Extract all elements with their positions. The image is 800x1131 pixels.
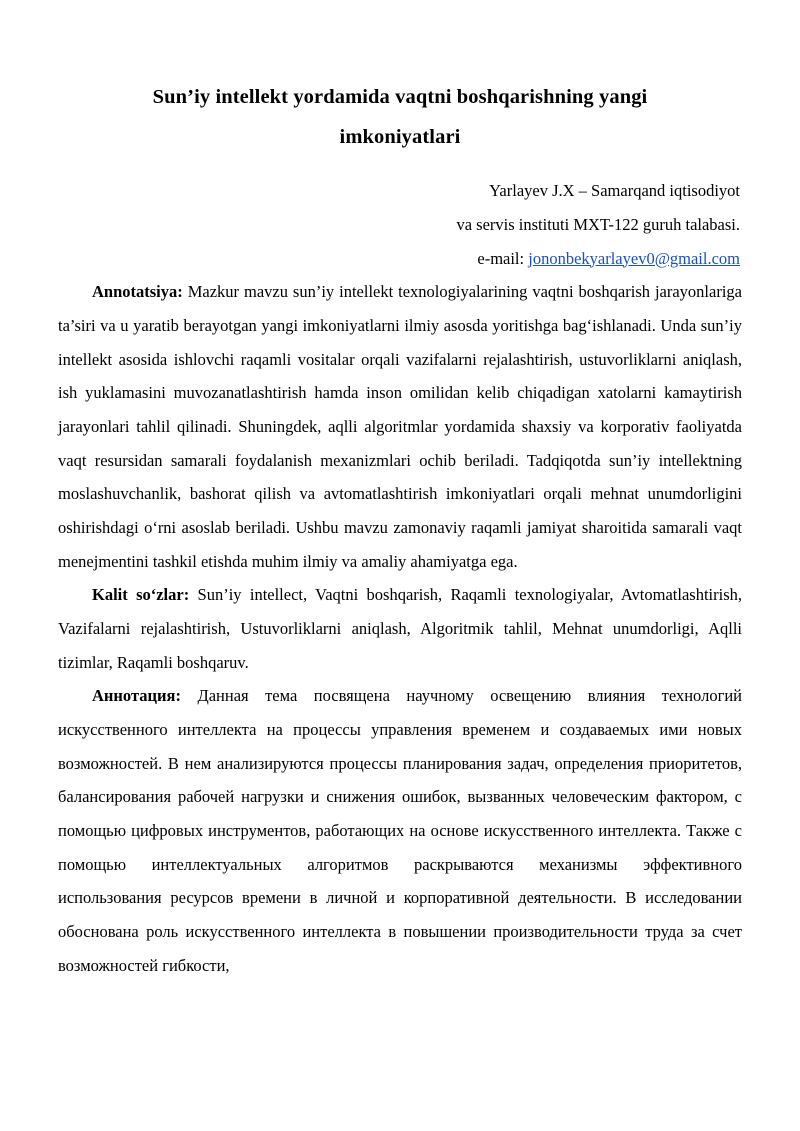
email-block — [58, 242, 740, 276]
keywords-uz-text: Sun’iy intellect, Vaqtni boshqarish, Raqamli texnologiyalar, Avtomatlashtirish, Vazifalarni rejalashtirish, Ustuvorliklarni aniqlash, Algoritmik tahlil, Mehnat unumdorligi, Aqlli tizimlar, Raqamli boshqaruv. — [58, 585, 743, 672]
page-title: Sun’iy intellekt yordamida vaqtni boshqarishning yangi imkoniyatlari — [152, 86, 648, 148]
email-label: e-mail: — [477, 248, 529, 268]
abstract-ru-paragraph — [58, 679, 742, 982]
abstract-uz-lead: Annotatsiya: — [92, 282, 183, 302]
email-link[interactable]: jononbekyarlayev0@gmail.com — [528, 248, 740, 268]
author-line-1: Yarlayev J.X – Samarqand iqtisodiyot — [489, 180, 740, 200]
abstract-ru-text: Данная тема посвящена научному освещению влияния технологий искусственного интеллекта на процессы управления временем и создаваемых ими новых возможностей. В нем анализируются процессы планирования задач, определения приоритетов, балансирования рабочей нагрузки и снижения ошибок, вызванных человеческим фактором, с помощью цифровых инструментов, работающих на основе искусственного интеллекта. Также с помощью интеллектуальных алгоритмов раскрываются механизмы эффективного использования ресурсов времени в личной и корпоративной деятельности. В исследовании обоснована роль искусственного интеллекта в повышении производительности труда за счет возможностей гибкости, — [58, 686, 742, 975]
abstract-uz-text: Mazkur mavzu sun’iy intellekt texnologiyalarining vaqtni boshqarish jarayonlariga ta’siri va u yaratib berayotgan yangi imkoniyatlarni ilmiy asosda yoritishga bag‘ishlanadi. Unda sun’iy intellekt asosida ishlovchi raqamli vositalar orqali vazifalarni rejalashtirish, ustuvorliklarni aniqlash, ish yuklamasini muvozanatlashtirish hamda inson omilidan kelib chiqadigan xatolarni kamaytirish jarayonlari tahlil qilinadi. Shuningdek, aqlli algoritmlar yordamida shaxsiy va korporativ faoliyatda vaqt resursidan samarali foydalanish mexanizmlari ochib beriladi. Tadqiqotda sun’iy intellektning moslashuvchanlik, bashorat qilish va avtomatlashtirish imkoniyatlari orqali mehnat unumdorligini oshirishdagi o‘rni asoslab beriladi. Ushbu mavzu zamonaviy raqamli jamiyat sharoitida samarali vaqt menejmentini tashkil etishda muhim ilmiy va amaliy ahamiyatga ega. — [58, 282, 742, 571]
author-block — [58, 174, 740, 242]
keywords-uz-lead: Kalit so‘zlar: — [92, 585, 190, 605]
author-line-2: va servis instituti MXT-122 guruh talabasi. — [456, 214, 740, 234]
abstract-uz-paragraph — [58, 275, 742, 578]
keywords-uz-paragraph — [58, 578, 742, 679]
abstract-ru-lead: Аннотация: — [92, 686, 181, 706]
